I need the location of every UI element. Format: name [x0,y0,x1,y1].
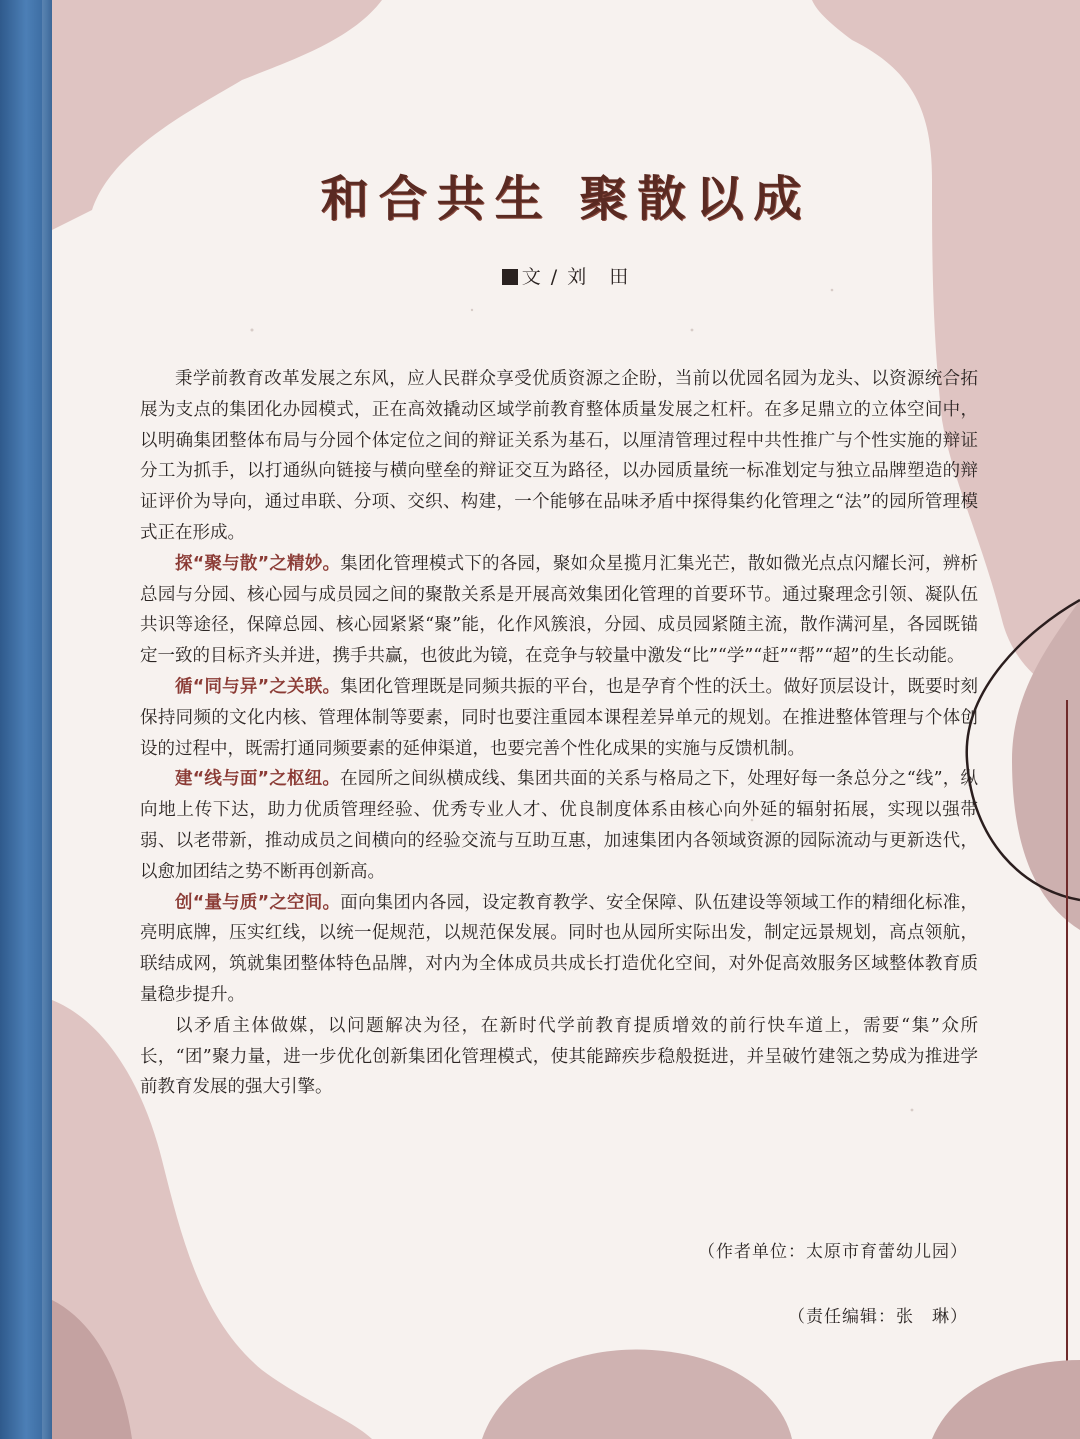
section-heading-2: 循“同与异”之关联。 [175,676,341,697]
section-heading-1: 探“聚与散”之精妙。 [175,553,341,574]
section-paragraph-3 [140,764,978,887]
section-paragraph-1 [140,549,978,672]
square-bullet-icon [502,269,518,285]
conclusion-paragraph: 以矛盾主体做媒，以问题解决为径，在新时代学前教育提质增效的前行快车道上，需要“集”众所长，“团”聚力量，进一步优化创新集团化管理模式，使其能蹄疾步稳般挺进，并呈破竹建瓴之势成为推进学前教育发展的强大引擎。 [140,1015,978,1098]
section-paragraph-4 [140,888,978,1011]
section-heading-3: 建“线与面”之枢纽。 [175,769,341,790]
article-body [140,364,978,1103]
section-text-2: 集团化管理既是同频共振的平台，也是孕育个性的沃土。做好顶层设计，既要时刻保持同频的文化内核、管理体制等要素，同时也要注重园本课程差异单元的规划。在推进整体管理与个体创设的过程中，既需打通同频要素的延伸渠道，也要完善个性化成果的实施与反馈机制。 [140,676,978,759]
author-unit: （作者单位：太原市育蕾幼儿园） [698,1242,968,1262]
section-text-4: 面向集团内各园，设定教育教学、安全保障、队伍建设等领域工作的精细化标准，亮明底牌，压实红线，以统一促规范，以规范保发展。同时也从园所实际出发，制定远景规划，高点领航，联结成网，筑就集团整体特色品牌，对内为全体成员共成长打造优化空间，对外促高效服务区域整体教育质量稳步提升。 [140,892,978,1005]
section-text-1: 集团化管理模式下的各园，聚如众星揽月汇集光芒，散如微光点点闪耀长河，辨析总园与分园、核心园与成员园之间的聚散关系是开展高效集团化管理的首要环节。通过聚理念引领、凝队伍共识等途径，保障总园、核心园紧紧“聚”能，化作风簇浪，分园、成员园紧随主流，散作满河星，各园既锚定一致的目标齐头并进，携手共赢，也彼此为镜，在竞争与较量中激发“比”“学”“赶”“帮”“超”的生长动能。 [140,553,978,667]
section-text-3: 在园所之间纵横成线、集团共面的关系与格局之下，处理好每一条总分之“线”，纵向地上传下达，助力优质管理经验、优秀专业人才、优良制度体系由核心向外延的辐射拓展，实现以强带弱、以老带新，推动成员之间横向的经验交流与互助互惠，加速集团内各领域资源的园际流动与更新迭代，以愈加团结之势不断再创新高。 [140,769,978,882]
section-paragraph-2 [140,672,978,764]
byline-text: 文 / 刘 田 [521,266,631,288]
article-title: 和合共生 聚散以成 [320,171,812,227]
responsible-editor: （责任编辑：张 琳） [788,1307,968,1327]
intro-paragraph: 秉学前教育改革发展之东风，应人民群众享受优质资源之企盼，当前以优园名园为龙头、以资源统合拓展为支点的集团化办园模式，正在高效撬动区域学前教育整体质量发展之杠杆。在多足鼎立的立体空间中，以明确集团整体布局与分园个体定位之间的辩证关系为基石，以厘清管理过程中共性推广与个性实施的辩证分工为抓手，以打通纵向链接与横向壁垒的辩证交互为路径，以办园质量统一标准划定与独立品牌塑造的辩证评价为导向，通过串联、分项、交织、构建，一个能够在品味矛盾中探得集约化管理之“法”的园所管理模式正在形成。 [140,369,978,543]
article-byline [52,262,1080,289]
section-heading-4: 创“量与质”之空间。 [175,892,341,913]
magazine-page [52,0,1080,1439]
